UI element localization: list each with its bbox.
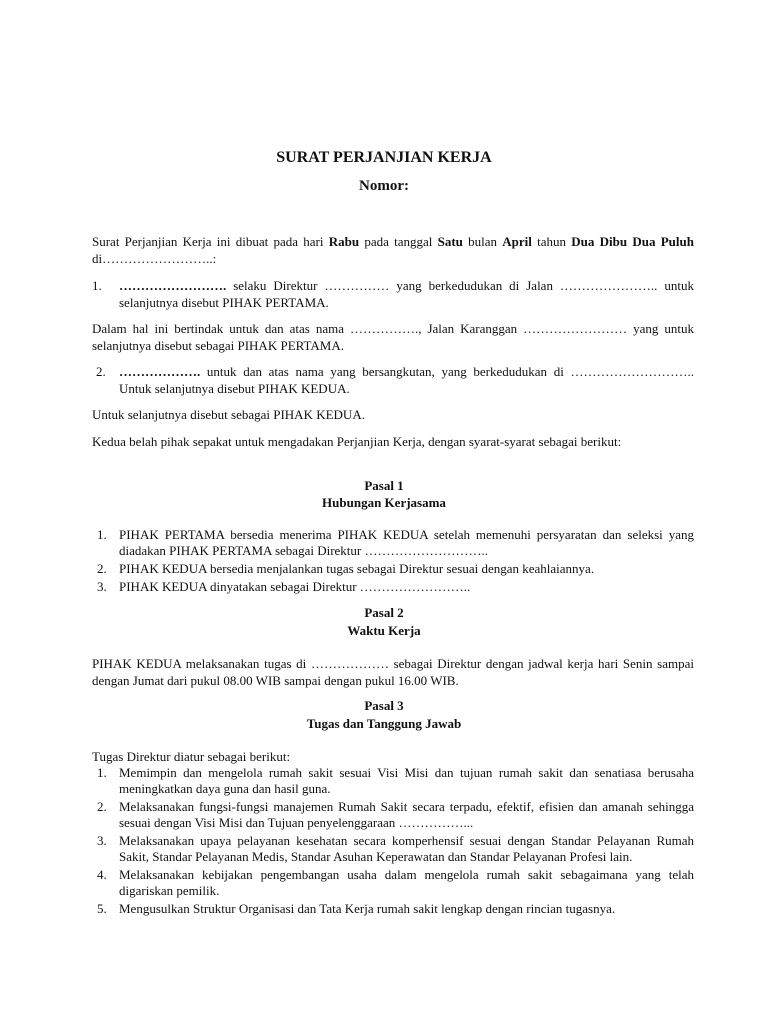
intro-paragraph: [92, 233, 694, 267]
list-item-number: 3.: [97, 833, 107, 848]
intro-year: Dua Dibu Dua Puluh: [571, 234, 694, 249]
pasal-3-intro: Tugas Direktur diatur sebagai berikut:: [92, 749, 291, 764]
party-one-text: selaku Direktur …………… yang berkedudukan di Jalan ………………….. untuk selanjutnya disebut PIHAK PERTAMA.: [119, 278, 694, 310]
list-item-number: 5.: [97, 901, 107, 916]
list-item-text: PIHAK PERTAMA bersedia menerima PIHAK KEDUA setelah memenuhi persyaratan dan seleksi yang diadakan PIHAK PERTAMA sebagai Direktur ………………………..: [119, 527, 694, 558]
list-item-text: PIHAK KEDUA dinyatakan sebagai Direktur ……………………..: [119, 579, 471, 594]
intro-text-3: bulan: [462, 234, 503, 249]
pasal-3-label: Pasal 3: [364, 698, 404, 713]
party-two-note: Untuk selanjutnya disebut sebagai PIHAK KEDUA.: [92, 407, 365, 422]
pasal-1-list: [92, 527, 694, 597]
list-item-text: Mengusulkan Struktur Organisasi dan Tata Kerja rumah sakit lengkap dengan rincian tugasnya.: [119, 901, 616, 916]
list-item-number: 1.: [97, 527, 107, 542]
pasal-1-label: Pasal 1: [364, 478, 404, 493]
party-two-item: [92, 363, 694, 397]
list-item-text: Memimpin dan mengelola rumah sakit sesuai Visi Misi dan tujuan rumah sakit dan senatiasa berusaha meningkatkan daya guna dan hasil guna.: [119, 765, 694, 796]
list-item-text: Melaksanakan kebijakan pengembangan usaha dalam mengelola rumah sakit sebagaimana yang telah digariskan pemilik.: [119, 867, 694, 898]
intro-text-4: tahun: [531, 234, 572, 249]
pasal-3-list: [92, 765, 694, 919]
party-two-text: untuk dan atas nama yang bersangkutan, yang berkedudukan di ……………………….. Untuk selanjutnya disebut PIHAK KEDUA.: [119, 364, 694, 396]
list-item: [92, 799, 694, 831]
list-item: [92, 765, 694, 797]
party-one-representation: Dalam hal ini bertindak untuk dan atas nama ……………., Jalan Karanggan …………………… yang untuk selanjutnya disebut sebagai PIHAK PERTAMA.: [92, 321, 694, 353]
intro-text-5: di……………………..:: [92, 251, 217, 266]
intro-month: April: [502, 234, 532, 249]
list-item-number: 4.: [97, 867, 107, 882]
intro-text-2: pada tanggal: [359, 234, 438, 249]
list-item-text: PIHAK KEDUA bersedia menjalankan tugas sebagai Direktur sesuai dengan keahlaiannya.: [119, 561, 595, 576]
pasal-1-heading: Hubungan Kerjasama: [322, 495, 446, 510]
list-item: [92, 527, 694, 559]
list-item-text: Melaksanakan upaya pelayanan kesehatan secara komperhensif sesuai dengan Standar Pelayanan Rumah Sakit, Standar Pelayanan Medis, Standar Asuhan Keperawatan dan Standar Pelayanan Profesi lain.: [119, 833, 694, 864]
pasal-2-heading: Waktu Kerja: [347, 623, 421, 638]
list-item: [92, 561, 694, 577]
list-item: [92, 867, 694, 899]
document-title: SURAT PERJANJIAN KERJA: [276, 149, 492, 166]
pasal-2-paragraph: PIHAK KEDUA melaksanakan tugas di ……………… sebagai Direktur dengan jadwal kerja hari Senin sampai dengan Jumat dari pukul 08.00 WIB sampai dengan pukul 16.00 WIB.: [92, 656, 694, 688]
pasal-2-label: Pasal 2: [364, 605, 404, 620]
list-item: [92, 833, 694, 865]
list-item: [92, 901, 694, 917]
intro-day: Rabu: [328, 234, 360, 249]
list-item-number: 3.: [97, 579, 107, 594]
party-two-name: ……………….: [119, 364, 201, 379]
list-item: [92, 579, 694, 595]
intro-date: Satu: [437, 234, 463, 249]
party-one-name: …………………….: [119, 278, 227, 293]
intro-text-1: Surat Perjanjian Kerja ini dibuat pada hari: [92, 234, 329, 249]
pasal-3-heading: Tugas dan Tanggung Jawab: [306, 716, 462, 731]
party-two-number: 2.: [96, 364, 106, 379]
list-item-text: Melaksanakan fungsi-fungsi manajemen Rumah Sakit secara terpadu, efektif, efisien dan amanah sehingga sesuai dengan Visi Misi dan Tujuan penyelenggaraan ……………...: [119, 799, 694, 830]
list-item-number: 2.: [97, 561, 107, 576]
agreement-paragraph: Kedua belah pihak sepakat untuk mengadakan Perjanjian Kerja, dengan syarat-syarat sebagai berikut:: [92, 434, 622, 449]
list-item-number: 2.: [97, 799, 107, 814]
document-number-label: Nomor:: [359, 178, 409, 194]
party-one-item: [92, 277, 694, 311]
party-one-number: 1.: [92, 278, 102, 293]
list-item-number: 1.: [97, 765, 107, 780]
